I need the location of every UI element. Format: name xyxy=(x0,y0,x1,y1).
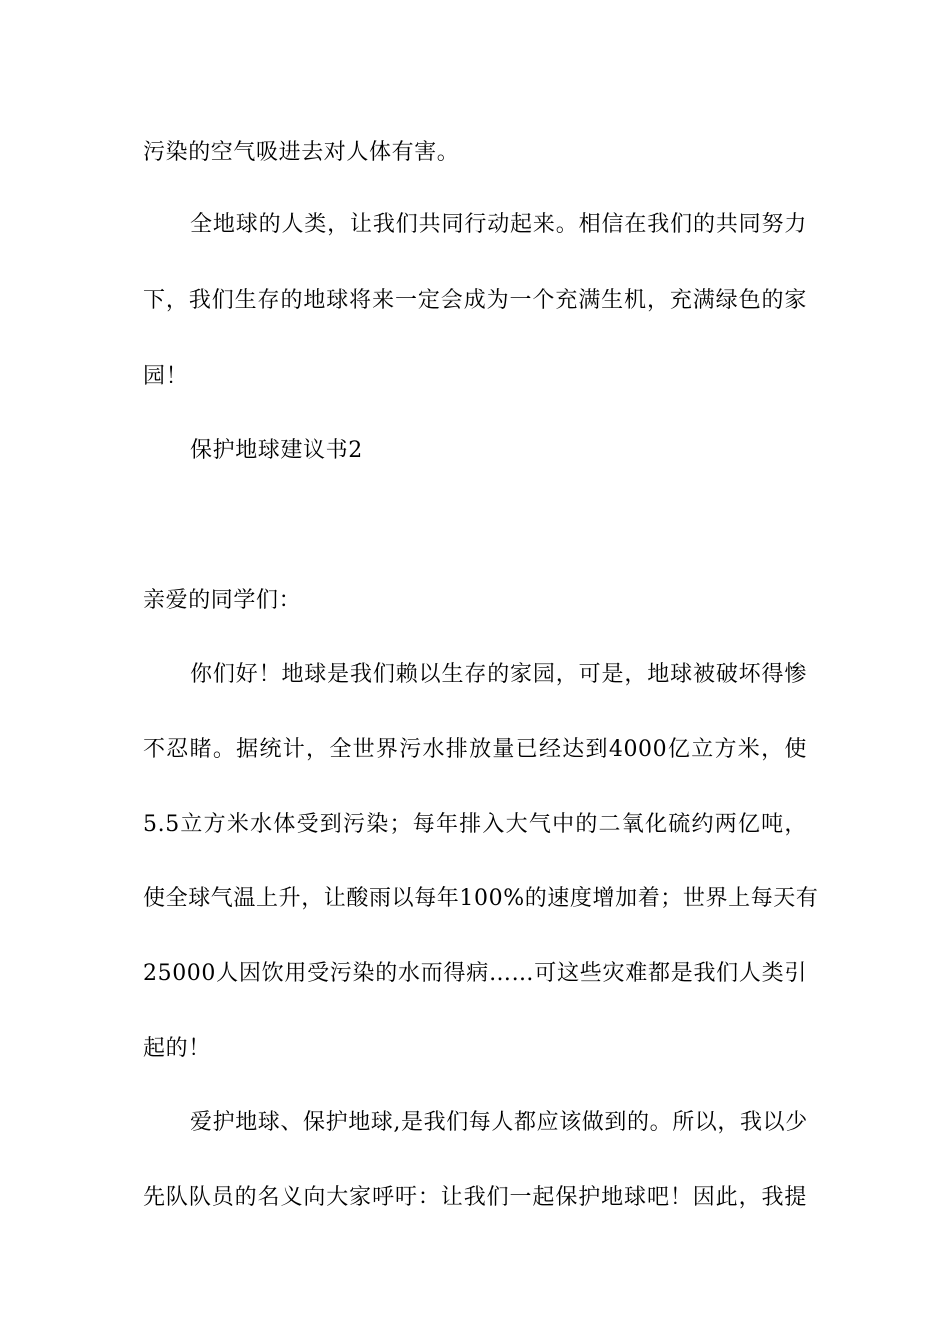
text-line: 25000人因饮用受污染的水而得病……可这些灾难都是我们人类引 xyxy=(143,961,807,986)
text-line: 先队队员的名义向大家呼吁：让我们一起保护地球吧！因此，我提 xyxy=(143,1185,807,1210)
text-line: 不忍睹。据统计，全世界污水排放量已经达到4000亿立方米，使 xyxy=(143,737,807,762)
section-title: 保护地球建议书2 xyxy=(190,438,363,463)
text-line: 园！ xyxy=(143,364,189,389)
text-line: 全地球的人类，让我们共同行动起来。相信在我们的共同努力 xyxy=(190,212,807,237)
text-line: 5.5立方米水体受到污染；每年排入大气中的二氧化硫约两亿吨， xyxy=(143,812,807,837)
salutation: 亲爱的同学们： xyxy=(143,588,302,613)
text-line: 使全球气温上升，让酸雨以每年100%的速度增加着；世界上每天有 xyxy=(143,886,819,911)
text-line: 起的！ xyxy=(143,1036,211,1061)
text-line: 下，我们生存的地球将来一定会成为一个充满生机，充满绿色的家 xyxy=(143,288,807,313)
text-line: 爱护地球、保护地球,是我们每人都应该做到的。所以，我以少 xyxy=(190,1110,808,1135)
text-line: 你们好！地球是我们赖以生存的家园，可是，地球被破坏得惨 xyxy=(190,662,807,687)
text-line: 污染的空气吸进去对人体有害。 xyxy=(143,140,460,165)
